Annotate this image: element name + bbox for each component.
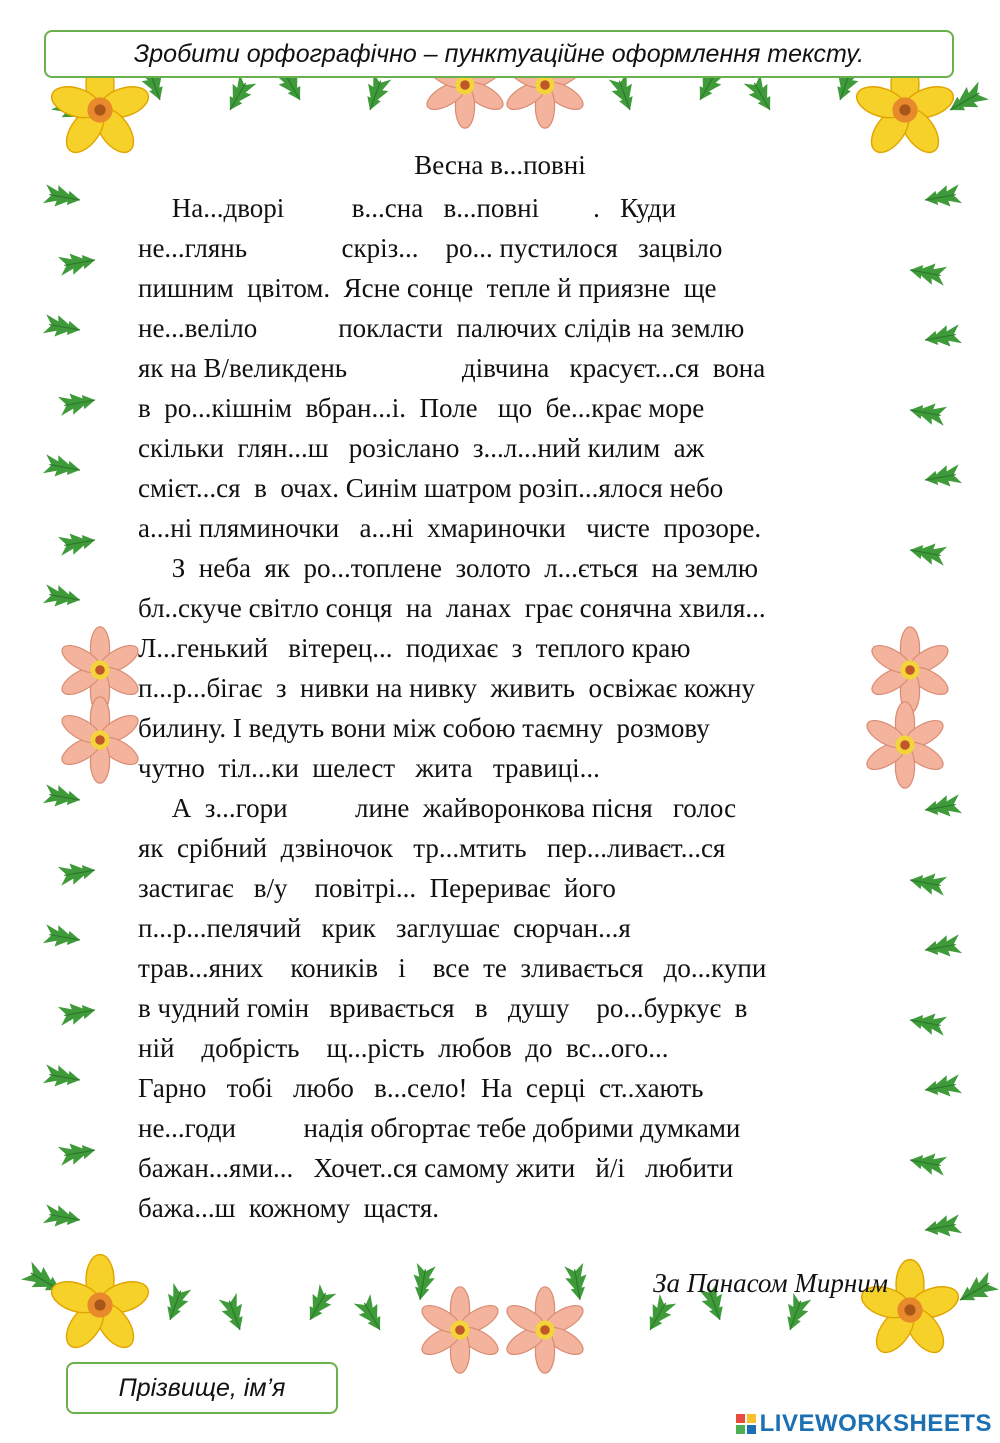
liveworksheets-brand (736, 1410, 992, 1438)
text-line: не...глянь скріз... ро... пустилося зацвіло (138, 233, 723, 263)
instruction-text: Зробити орфографічно – пунктуаційне оформлення тексту. (133, 39, 865, 68)
peach-flower-icon (503, 1287, 587, 1373)
text-line: ній добрість щ...рість любов до вс...ого... (138, 1033, 669, 1063)
text-line: бажан...ями... Хочет..ся самому жити й/і любити (138, 1153, 734, 1183)
text-line: Л...генький вітерец... подихає з теплого краю (138, 633, 691, 663)
text-line: застигає в/у повітрі... Перериває його (138, 873, 616, 903)
student-name-label: Прізвище, ім’я (118, 1373, 286, 1402)
leaf-icon (43, 183, 97, 1231)
exercise-text (138, 188, 914, 1228)
instruction-box (44, 30, 954, 78)
brand-name: LIVEWORKSHEETS (759, 1410, 992, 1437)
peach-flower-icon (58, 697, 142, 783)
text-line: бажа...ш кожному щастя. (138, 1193, 440, 1223)
text-line: чутно тіл...ки шелест жита травиці... (138, 753, 600, 783)
text-title: Весна в...повні (414, 150, 586, 180)
text-line: трав...яних коників і все те зливається до...купи (138, 953, 767, 983)
liveworksheets-logo-icon (736, 1414, 756, 1434)
student-name-field[interactable] (66, 1362, 338, 1414)
text-line: пишним цвітом. Ясне сонце тепле й приязне ще (138, 273, 717, 303)
text-line: скільки глян...ш розіслано з...л...ний килим аж (138, 433, 705, 463)
text-line: п...р...пелячий крик заглушає сюрчан...я (138, 913, 631, 943)
text-line: як на В/великдень дівчина красуєт...ся вона (138, 353, 766, 383)
text-line: билину. І ведуть вони між собою таємну розмову (138, 713, 710, 743)
text-line: смієт...ся в очах. Синім шатром розіп...ялося небо (138, 473, 724, 503)
text-line: На...дворі в...сна в...повні . Куди (138, 193, 677, 223)
text-line: в ро...кішнім вбран...і. Поле що бе...крає море (138, 393, 705, 423)
text-line: не...веліло покласти палючих слідів на землю (138, 313, 745, 343)
text-line: не...годи надія обгортає тебе добрими думками (138, 1113, 741, 1143)
text-line: а...ні пляминочки а...ні хмариночки чисте прозоре. (138, 513, 762, 543)
text-line: бл..скуче світло сонця на ланах грає сонячна хвиля... (138, 593, 766, 623)
text-line: в чудний гомін вривається в душу ро...буркує в (138, 993, 748, 1023)
leaf-icon (908, 183, 962, 1241)
text-line: п...р...бігає з нивки на нивку живить освіжає кожну (138, 673, 756, 703)
text-line: Гарно тобі любо в...село! На серці ст..хають (138, 1073, 704, 1103)
yellow-flower-icon (48, 1255, 153, 1354)
author-credit: За Панасом Мирним (653, 1268, 888, 1298)
peach-flower-icon (418, 1287, 502, 1373)
text-line: А з...гори лине жайворонкова пісня голос (138, 793, 737, 823)
text-line: як срібний дзвіночок тр...мтить пер...ливаєт...ся (138, 833, 726, 863)
text-line: З неба як ро...топлене золото л...ється на землю (138, 553, 759, 583)
